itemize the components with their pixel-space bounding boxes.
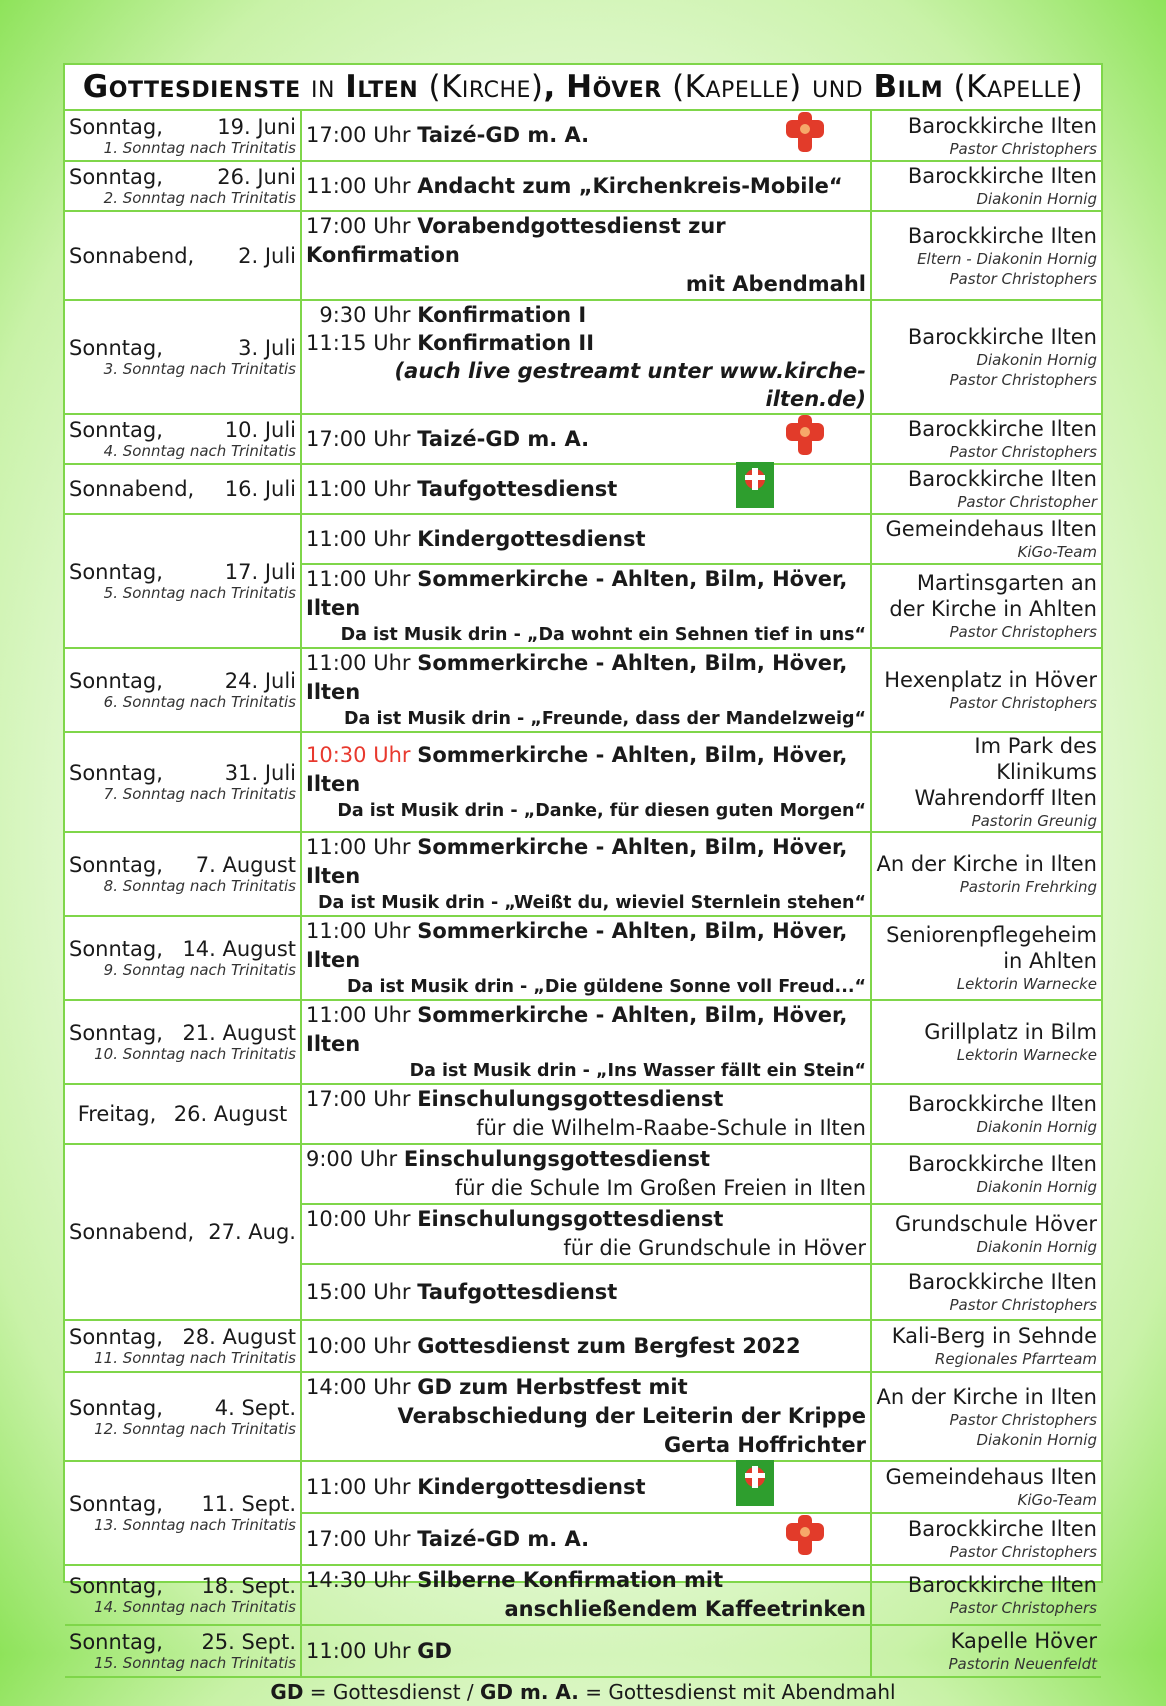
table-row [65, 211, 1101, 300]
date-cell: Freitag, 26. August [65, 1084, 301, 1144]
service-cell: 10:00 Uhr Einschulungsgottesdienst für die Grundschule in Höver [301, 1204, 871, 1264]
service-cell: 11:00 Uhr Sommerkirche - Ahlten, Bilm, Höver, Ilten Da ist Musik drin - „Da wohnt ein Sehnen tief in uns“ [301, 564, 871, 648]
service-cell: 11:00 Uhr Sommerkirche - Ahlten, Bilm, Höver, Ilten Da ist Musik drin - „Die güldene Sonne voll Freud...“ [301, 916, 871, 1000]
service-cell: 11:00 Uhr Sommerkirche - Ahlten, Bilm, Höver, Ilten Da ist Musik drin - „Ins Wasser fällt ein Stein“ [301, 1000, 871, 1084]
location-cell: Barockkirche Ilten Eltern - Diakonin Hornig Pastor Christophers [871, 211, 1101, 300]
table-row [65, 1625, 1101, 1677]
location-cell: An der Kirche in Ilten Pastor Christophers Diakonin Hornig [871, 1372, 1101, 1461]
service-cell: 11:00 Uhr Sommerkirche - Ahlten, Bilm, Höver, Ilten Da ist Musik drin - „Weißt du, wieviel Sternlein stehen“ [301, 832, 871, 916]
table-row [65, 1144, 1101, 1204]
location-cell: Barockkirche Ilten Diakonin Hornig [871, 1144, 1101, 1204]
legend-footer: GD = Gottesdienst / GD m. A. = Gottesdienst mit Abendmahl [270, 1680, 896, 1704]
service-cell: 15:00 Uhr Taufgottesdienst [301, 1264, 871, 1320]
location-cell: Hexenplatz in Höver Pastor Christophers [871, 648, 1101, 732]
service-cell: 10:30 Uhr Sommerkirche - Ahlten, Bilm, Höver, Ilten Da ist Musik drin - „Danke, für diesen guten Morgen“ [301, 732, 871, 832]
location-cell: Barockkirche Ilten Pastor Christophers [871, 1565, 1101, 1625]
table-row [65, 1565, 1101, 1625]
date-cell: Sonntag, 4. Sept. 12. Sonntag nach Trinitatis [65, 1372, 301, 1461]
service-cell: 14:30 Uhr Silberne Konfirmation mit anschließendem Kaffeetrinken [301, 1565, 871, 1625]
date-cell: Sonntag, 18. Sept. 14. Sonntag nach Trinitatis [65, 1565, 301, 1625]
table-row [65, 414, 1101, 464]
date-cell: Sonntag, 19. Juni 1. Sonntag nach Trinitatis [65, 111, 301, 161]
service-cell: 14:00 Uhr GD zum Herbstfest mit Verabschiedung der Leiterin der Krippe Gerta Hoffrichter [301, 1372, 871, 1461]
schedule-table [65, 111, 1101, 1678]
location-cell: Martinsgarten an der Kirche in Ahlten Pastor Christophers [871, 564, 1101, 648]
date-cell: Sonntag, 26. Juni 2. Sonntag nach Trinitatis [65, 161, 301, 211]
kirche-mit-kindern-icon [736, 1460, 774, 1514]
location-cell: Seniorenpflegeheim in Ahlten Lektorin Warnecke [871, 916, 1101, 1000]
location-cell: Barockkirche Ilten Pastor Christophers [871, 414, 1101, 464]
table-row [65, 916, 1101, 1000]
table-row [65, 161, 1101, 211]
location-cell: Barockkirche Ilten Diakonin Hornig Pastor Christophers [871, 300, 1101, 414]
date-cell: Sonntag, 17. Juli 5. Sonntag nach Trinitatis [65, 514, 301, 648]
table-row [65, 111, 1101, 161]
table-row [65, 1461, 1101, 1513]
service-cell: 11:00 Uhr Kindergottesdienst [301, 514, 871, 564]
location-cell: Gemeindehaus Ilten KiGo-Team [871, 514, 1101, 564]
date-cell: Sonnabend, 2. Juli [65, 211, 301, 300]
date-cell: Sonntag, 7. August 8. Sonntag nach Trinitatis [65, 832, 301, 916]
service-cell: 11:00 Uhr Taufgottesdienst [301, 464, 871, 514]
kirche-mit-kindern-icon [736, 462, 774, 516]
service-cell: 9:00 Uhr Einschulungsgottesdienst für die Schule Im Großen Freien in Ilten [301, 1144, 871, 1204]
service-cell: 9:30 Uhr Konfirmation I 11:15 Uhr Konfirmation II (auch live gestreamt unter www.kirche-ilten.de) [301, 300, 871, 414]
service-cell: 11:00 Uhr Sommerkirche - Ahlten, Bilm, Höver, Ilten Da ist Musik drin - „Freunde, dass der Mandelzweig“ [301, 648, 871, 732]
service-cell: 11:00 Uhr Andacht zum „Kirchenkreis-Mobile“ [301, 161, 871, 211]
table-row [65, 832, 1101, 916]
date-cell: Sonntag, 24. Juli 6. Sonntag nach Trinitatis [65, 648, 301, 732]
location-cell: Barockkirche Ilten Pastor Christopher [871, 464, 1101, 514]
table-row [65, 464, 1101, 514]
location-cell: Barockkirche Ilten Diakonin Hornig [871, 161, 1101, 211]
location-cell: Grillplatz in Bilm Lektorin Warnecke [871, 1000, 1101, 1084]
location-cell: Barockkirche Ilten Pastor Christophers [871, 111, 1101, 161]
service-cell: 17:00 Uhr Vorabendgottesdienst zur Konfirmation mit Abendmahl [301, 211, 871, 300]
date-cell: Sonntag, 28. August 11. Sonntag nach Trinitatis [65, 1320, 301, 1372]
date-cell: Sonntag, 3. Juli 3. Sonntag nach Trinitatis [65, 300, 301, 414]
date-cell: Sonntag, 31. Juli 7. Sonntag nach Trinitatis [65, 732, 301, 832]
location-cell: Gemeindehaus Ilten KiGo-Team [871, 1461, 1101, 1513]
service-cell: 17:00 Uhr Taizé-GD m. A. [301, 111, 871, 161]
service-cell: 17:00 Uhr Einschulungsgottesdienst für die Wilhelm-Raabe-Schule in Ilten [301, 1084, 871, 1144]
service-cell: 17:00 Uhr Taizé-GD m. A. [301, 414, 871, 464]
location-cell: An der Kirche in Ilten Pastorin Frehrking [871, 832, 1101, 916]
date-cell: Sonnabend, 16. Juli [65, 464, 301, 514]
table-row [65, 514, 1101, 564]
service-cell: 10:00 Uhr Gottesdienst zum Bergfest 2022 [301, 1320, 871, 1372]
date-cell: Sonntag, 21. August 10. Sonntag nach Trinitatis [65, 1000, 301, 1084]
service-cell: 11:00 Uhr Kindergottesdienst [301, 1461, 871, 1513]
table-row [65, 648, 1101, 732]
location-cell: Im Park des Klinikums Wahrendorff Ilten Pastorin Greunig [871, 732, 1101, 832]
service-cell: 17:00 Uhr Taizé-GD m. A. [301, 1513, 871, 1565]
date-cell: Sonntag, 25. Sept. 15. Sonntag nach Trinitatis [65, 1625, 301, 1677]
page-title: Gottesdienste in Ilten (Kirche), Höver (Kapelle) und Bilm (Kapelle) [65, 65, 1101, 111]
location-cell: Barockkirche Ilten Pastor Christophers [871, 1513, 1101, 1565]
table-row [65, 300, 1101, 414]
table-row [65, 1320, 1101, 1372]
location-cell: Grundschule Höver Diakonin Hornig [871, 1204, 1101, 1264]
taize-cross-icon [778, 413, 830, 465]
table-row [65, 1000, 1101, 1084]
location-cell: Barockkirche Ilten Diakonin Hornig [871, 1084, 1101, 1144]
location-cell: Barockkirche Ilten Pastor Christophers [871, 1264, 1101, 1320]
table-row [65, 1084, 1101, 1144]
date-cell: Sonntag, 10. Juli 4. Sonntag nach Trinitatis [65, 414, 301, 464]
taize-cross-icon [778, 110, 830, 162]
location-cell: Kapelle Höver Pastorin Neuenfeldt [871, 1625, 1101, 1677]
table-row [65, 732, 1101, 832]
date-cell: Sonntag, 11. Sept. 13. Sonntag nach Trinitatis [65, 1461, 301, 1565]
location-cell: Kali-Berg in Sehnde Regionales Pfarrteam [871, 1320, 1101, 1372]
taize-cross-icon [778, 1513, 830, 1565]
date-cell: Sonntag, 14. August 9. Sonntag nach Trinitatis [65, 916, 301, 1000]
table-row [65, 1372, 1101, 1461]
date-cell: Sonnabend, 27. Aug. [65, 1144, 301, 1320]
service-cell: 11:00 Uhr GD [301, 1625, 871, 1677]
schedule-sheet [63, 63, 1103, 1704]
